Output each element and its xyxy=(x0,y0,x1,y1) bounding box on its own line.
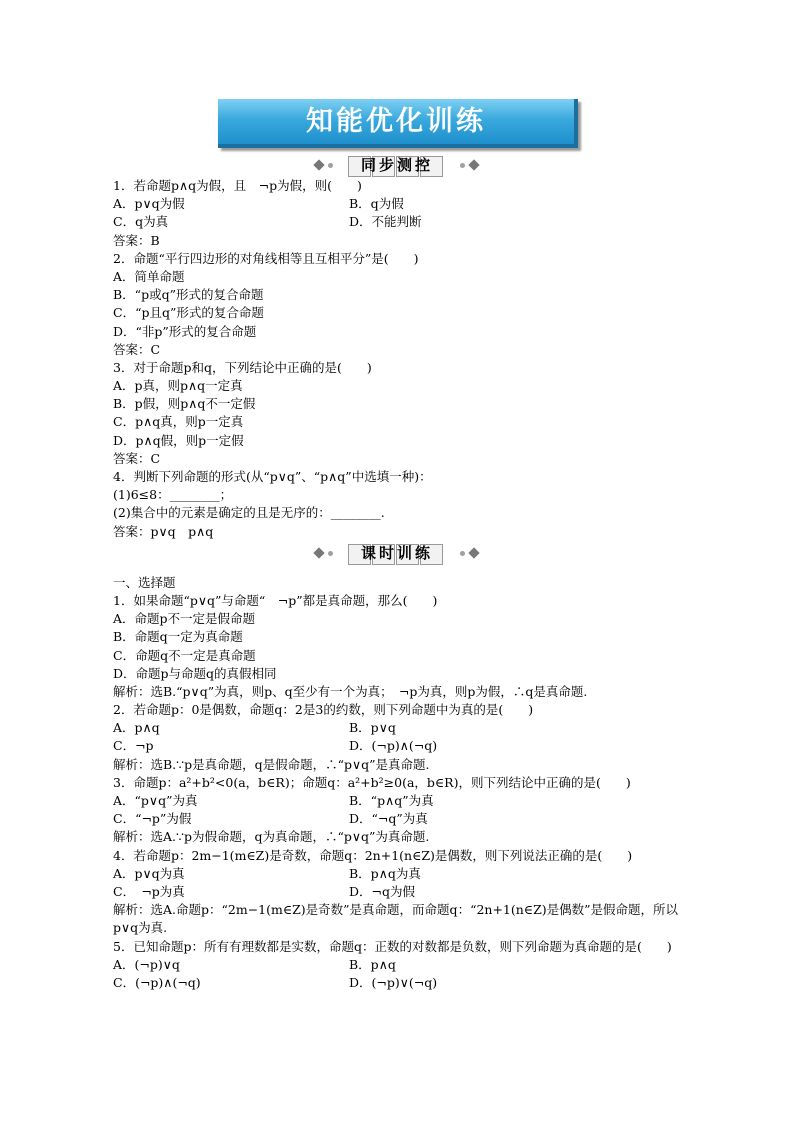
option: B．q为假 xyxy=(349,196,404,212)
question: 1．若命题p∧q为假，且 ¬p为假，则( ) xyxy=(113,178,362,193)
question: 4．判断下列命题的形式(从“p∨q”、“p∧q”中选填一种)： xyxy=(113,469,432,484)
answer: 答案：C xyxy=(113,450,161,466)
option: B．p∧q为真 xyxy=(349,865,421,881)
option: A．p∨q为假 xyxy=(113,196,185,212)
diamond-icon xyxy=(468,159,479,170)
option: D．p∧q假，则p一定假 xyxy=(113,432,244,448)
question: 3．命题p：a²+b²<0(a，b∈R)；命题q：a²+b²≥0(a，b∈R)，则下列结论中正确的是( ) xyxy=(113,774,631,790)
option: B．命题q一定为真命题 xyxy=(113,629,243,645)
title-banner: 知能优化训练 xyxy=(218,99,578,148)
section-header-sync xyxy=(315,155,479,177)
option: D．¬q为假 xyxy=(349,883,415,899)
diamond-icon xyxy=(313,159,324,170)
option: C．命题q不一定是真命题 xyxy=(113,647,256,663)
section-title: 同步测控 xyxy=(360,156,433,174)
option: A．“p∨q”为真 xyxy=(113,793,198,809)
option: C．(¬p)∧(¬q) xyxy=(113,974,201,990)
document-body xyxy=(113,177,688,992)
question: 4．若命题p：2m−1(m∈Z)是奇数，命题q：2n+1(n∈Z)是偶数，则下列说法正确的是( ) xyxy=(113,847,633,863)
explanation: 解析：选B.∵p是真命题，q是假命题，∴“p∨q”是真命题. xyxy=(113,756,430,772)
explanation: 解析：选A.命题p：“2m−1(m∈Z)是奇数”是真命题，而命题q：“2n+1(n∈Z)是偶数”是假命题，所以p∨q为真. xyxy=(113,902,679,936)
option: D．“非p”形式的复合命题 xyxy=(113,323,257,339)
option: C．“p且q”形式的复合命题 xyxy=(113,305,264,321)
option: B．p假，则p∧q不一定假 xyxy=(113,396,256,412)
dot-icon xyxy=(460,163,465,168)
option: C．¬p xyxy=(113,738,154,754)
option: A．p∨q为真 xyxy=(113,865,185,881)
sub-question: (1)6≤8：________； xyxy=(113,487,233,503)
option: D．(¬p)∧(¬q) xyxy=(349,738,438,754)
option: B．“p或q”形式的复合命题 xyxy=(113,287,264,303)
explanation: 解析：选B.“p∨q”为真，则p、q至少有一个为真； ¬p为真，则p为假，∴q是真命题. xyxy=(113,683,588,699)
option: A．命题p不一定是假命题 xyxy=(113,611,256,627)
question: 2．命题“平行四边形的对角线相等且互相平分”是( ) xyxy=(113,250,419,266)
explanation: 解析：选A.∵p为假命题，q为真命题，∴“p∨q”为真命题. xyxy=(113,829,430,845)
option: B．p∨q xyxy=(349,720,396,736)
option: A．(¬p)∨q xyxy=(113,956,180,972)
option: C． ¬p为真 xyxy=(113,883,185,899)
option: B．“p∧q”为真 xyxy=(349,793,434,809)
question: 1．如果命题“p∨q”与命题“ ¬p”都是真命题，那么( ) xyxy=(113,592,438,608)
option: D．命题p与命题q的真假相同 xyxy=(113,665,277,681)
option: C．p∧q真，则p一定真 xyxy=(113,414,244,430)
option: A．p∧q xyxy=(113,720,160,736)
question: 3．对于命题p和q，下列结论中正确的是( ) xyxy=(113,359,372,375)
question: 5．已知命题p：所有有理数都是实数，命题q：正数的对数都是负数，则下列命题为真命题的是( ) xyxy=(113,938,672,954)
question: 2．若命题p：0是偶数，命题q：2是3的约数，则下列命题中为真的是( ) xyxy=(113,702,534,718)
answer: 答案：C xyxy=(113,341,161,357)
answer: 答案：p∨q p∧q xyxy=(113,523,214,539)
section-subheading: 一、选择题 xyxy=(113,574,176,590)
dot-icon xyxy=(328,163,333,168)
option: D．(¬p)∨(¬q) xyxy=(349,974,438,990)
option: C．“¬p”为假 xyxy=(113,811,192,827)
option: A．简单命题 xyxy=(113,268,185,284)
option: D．不能判断 xyxy=(349,214,422,230)
answer: 答案：B xyxy=(113,232,160,248)
option: D．“¬q”为真 xyxy=(349,811,428,827)
sub-question: (2)集合中的元素是确定的且是无序的：________. xyxy=(113,505,385,521)
option: B．p∧q xyxy=(349,956,396,972)
option: A．p真，则p∧q一定真 xyxy=(113,378,243,394)
section-title: 课时训练 xyxy=(360,544,433,562)
option: C．q为真 xyxy=(113,214,169,230)
